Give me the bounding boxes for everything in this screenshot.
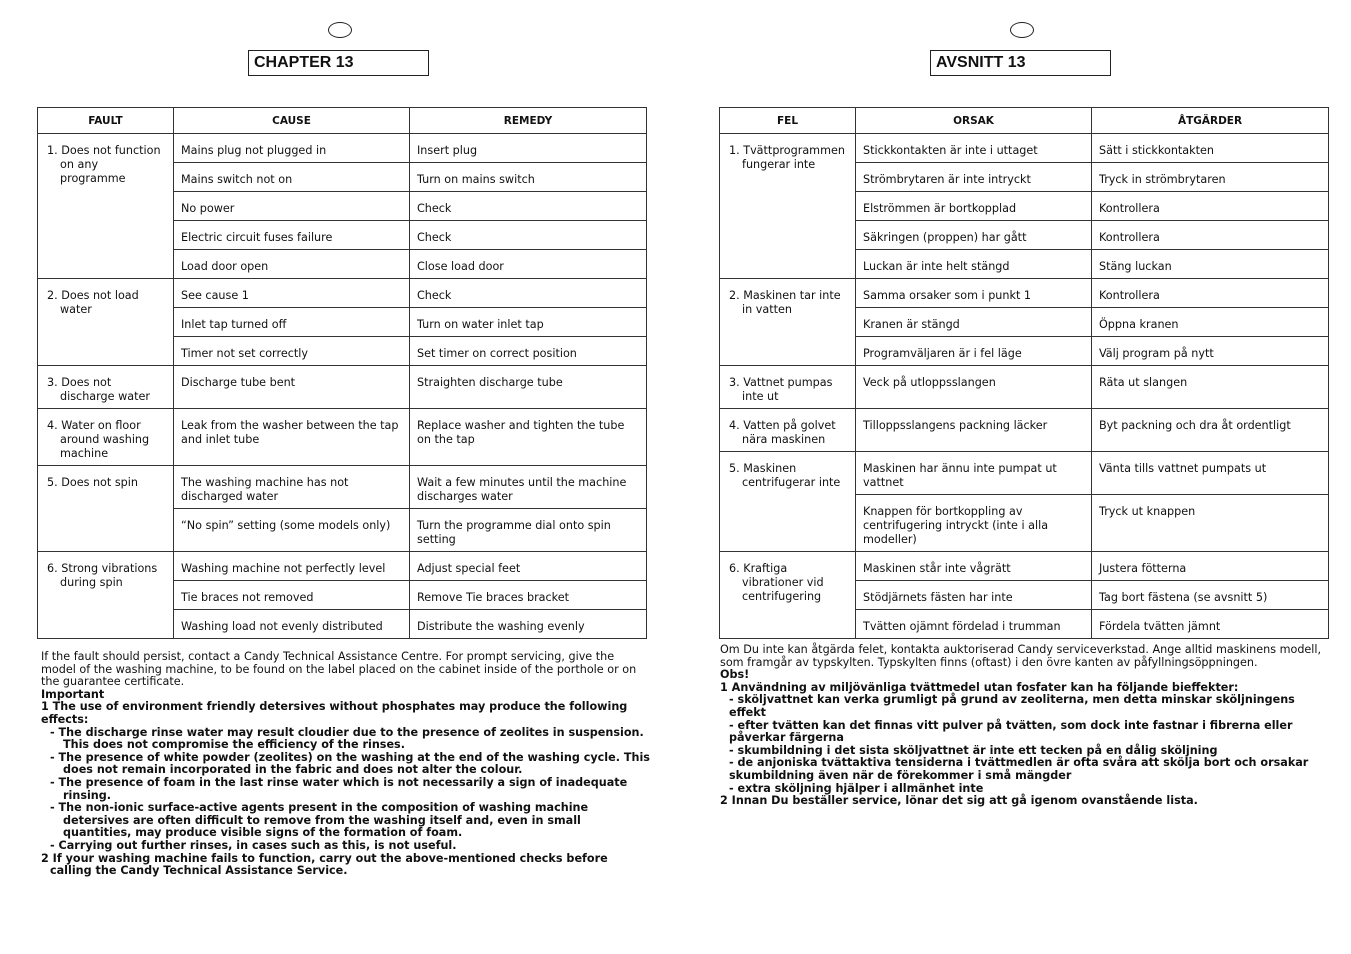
notes-section [41, 651, 651, 878]
fault-cell [720, 134, 856, 279]
cause-cell: Mains switch not on [174, 163, 410, 192]
header-cause: ORSAK [856, 108, 1092, 134]
cause-cell: No power [174, 192, 410, 221]
header-cause: CAUSE [174, 108, 410, 134]
remedy-cell: Vänta tills vattnet pumpats ut [1092, 452, 1329, 495]
remedy-cell: Stäng luckan [1092, 250, 1329, 279]
table-row [720, 134, 1329, 163]
chapter-title: CHAPTER 13 [248, 50, 429, 76]
cause-cell: Maskinen har ännu inte pumpat ut vattnet [856, 452, 1092, 495]
header-fault: FAULT [38, 108, 174, 134]
notes-point-1: 1 Användning av miljövänliga tvättmedel utan fosfater kan ha följande bieffekter: [720, 680, 1239, 694]
fault-text: 5. Maskinen centrifugerar inte [729, 462, 841, 489]
notes-important: Important [41, 687, 105, 701]
fault-text: 3. Vattnet pumpas inte ut [729, 376, 833, 403]
table-row [720, 452, 1329, 495]
cause-cell: Knappen för bortkoppling av centrifugering intryckt (inte i alla modeller) [856, 495, 1092, 552]
notes-bullet: - The presence of foam in the last rinse water which is not necessarily a sign of inadequate rinsing. [50, 775, 628, 802]
fault-text: 1. Tvättprogrammen fungerar inte [729, 144, 845, 171]
fault-cell [38, 409, 174, 466]
notes-bullet: - de anjoniska tvättaktiva tensiderna i tvättmedlen är ofta svåra att skölja bort och orsakar skumbildning även när de förekommer i små mängder [729, 756, 1309, 782]
table-row [38, 466, 647, 509]
notes-bullet: - sköljvattnet kan verka grumligt på grund av zeoliterna, men detta minskar sköljningens effekt [729, 693, 1295, 719]
remedy-cell: Distribute the washing evenly [410, 610, 647, 639]
cause-cell: Stickkontakten är inte i uttaget [856, 134, 1092, 163]
remedy-cell: Adjust special feet [410, 552, 647, 581]
notes-important: Obs! [720, 668, 750, 682]
cause-cell: Tie braces not removed [174, 581, 410, 610]
notes-bullet: - The discharge rinse water may result cloudier due to the presence of zeolites in suspension. This does not compromise the efficiency of the rinses. [50, 725, 644, 752]
remedy-cell: Öppna kranen [1092, 308, 1329, 337]
fault-cell [38, 466, 174, 552]
table-row [38, 366, 647, 409]
fault-cell [720, 452, 856, 552]
fault-cell [720, 366, 856, 409]
notes-bullet: - Carrying out further rinses, in cases such as this, is not useful. [50, 838, 457, 852]
cause-cell: Timer not set correctly [174, 337, 410, 366]
notes-intro: Om Du inte kan åtgärda felet, kontakta auktoriserad Candy serviceverkstad. Ange alltid maskinens modell, som framgår av typskylten. Typskylten finns (oftast) i den övre kanten av påfyllningsöppningen. [720, 643, 1322, 669]
cause-cell: Strömbrytaren är inte intryckt [856, 163, 1092, 192]
fault-text: 4. Vatten på golvet nära maskinen [729, 419, 836, 446]
remedy-cell: Turn the programme dial onto spin setting [410, 509, 647, 552]
table-row [720, 279, 1329, 308]
table-header-row [38, 108, 647, 134]
cause-cell: Inlet tap turned off [174, 308, 410, 337]
notes-point-2: 2 If your washing machine fails to function, carry out the above-mentioned checks before calling the Candy Technical Assistance Service. [41, 851, 608, 878]
notes-intro: If the fault should persist, contact a Candy Technical Assistance Centre. For prompt servicing, give the model of the washing machine, to be found on the label placed on the cabinet inside of the porthole or on the guarantee certificate. [41, 650, 637, 689]
language-oval-sv [1010, 22, 1034, 38]
notes-bullet: - skumbildning i det sista sköljvattnet är inte ett tecken på en dålig sköljning [729, 743, 1218, 757]
notes-section [720, 644, 1330, 808]
fault-cell [38, 279, 174, 366]
table-row [720, 409, 1329, 452]
table-row [38, 134, 647, 163]
cause-cell: Stödjärnets fästen har inte [856, 581, 1092, 610]
header-fault: FEL [720, 108, 856, 134]
cause-cell: Veck på utloppsslangen [856, 366, 1092, 409]
fault-text: 6. Strong vibrations during spin [47, 562, 158, 589]
cause-cell: “No spin” setting (some models only) [174, 509, 410, 552]
notes-bullet: - The presence of white powder (zeolites) on the washing at the end of the washing cycle. This does not remain incorporated in the fabric and does not alter the colour. [50, 750, 650, 777]
remedy-cell: Fördela tvätten jämnt [1092, 610, 1329, 639]
remedy-cell: Tag bort fästena (se avsnitt 5) [1092, 581, 1329, 610]
header-remedy: ÅTGÄRDER [1092, 108, 1329, 134]
cause-cell: Samma orsaker som i punkt 1 [856, 279, 1092, 308]
remedy-cell: Byt packning och dra åt ordentligt [1092, 409, 1329, 452]
header-remedy: REMEDY [410, 108, 647, 134]
language-oval-en [328, 22, 352, 38]
cause-cell: Säkringen (proppen) har gått [856, 221, 1092, 250]
table-row [38, 552, 647, 581]
cause-cell: Mains plug not plugged in [174, 134, 410, 163]
remedy-cell: Insert plug [410, 134, 647, 163]
remedy-cell: Check [410, 221, 647, 250]
fault-cell [720, 279, 856, 366]
remedy-cell: Räta ut slangen [1092, 366, 1329, 409]
remedy-cell: Kontrollera [1092, 221, 1329, 250]
cause-cell: Washing machine not perfectly level [174, 552, 410, 581]
table-row [720, 552, 1329, 581]
remedy-cell: Wait a few minutes until the machine discharges water [410, 466, 647, 509]
cause-cell: Maskinen står inte vågrätt [856, 552, 1092, 581]
remedy-cell: Kontrollera [1092, 192, 1329, 221]
table-row [38, 279, 647, 308]
remedy-cell: Kontrollera [1092, 279, 1329, 308]
fault-cell [38, 366, 174, 409]
cause-cell: Programväljaren är i fel läge [856, 337, 1092, 366]
cause-cell: Tvätten ojämnt fördelad i trumman [856, 610, 1092, 639]
fault-cell [38, 552, 174, 639]
fault-cell [38, 134, 174, 279]
remedy-cell: Tryck in strömbrytaren [1092, 163, 1329, 192]
cause-cell: Elströmmen är bortkopplad [856, 192, 1092, 221]
notes-bullet: - efter tvätten kan det finnas vitt pulver på tvätten, som dock inte fastnar i fibrerna eller påverkar färgerna [729, 718, 1293, 745]
remedy-cell: Justera fötterna [1092, 552, 1329, 581]
troubleshooting-table [37, 107, 647, 639]
cause-cell: Washing load not evenly distributed [174, 610, 410, 639]
remedy-cell: Sätt i stickkontakten [1092, 134, 1329, 163]
remedy-cell: Check [410, 192, 647, 221]
cause-cell: The washing machine has not discharged water [174, 466, 410, 509]
fault-text: 2. Maskinen tar inte in vatten [729, 289, 841, 316]
notes-point-1: 1 The use of environment friendly detersives without phosphates may produce the following effects: [41, 700, 628, 726]
remedy-cell: Check [410, 279, 647, 308]
remedy-cell: Close load door [410, 250, 647, 279]
fault-cell [720, 552, 856, 639]
remedy-cell: Remove Tie braces bracket [410, 581, 647, 610]
cause-cell: Leak from the washer between the tap and inlet tube [174, 409, 410, 466]
remedy-cell: Turn on mains switch [410, 163, 647, 192]
fault-text: 4. Water on floor around washing machine [47, 419, 150, 460]
remedy-cell: Tryck ut knappen [1092, 495, 1329, 552]
table-row [38, 409, 647, 466]
fault-text: 3. Does not discharge water [47, 376, 150, 403]
cause-cell: Tilloppsslangens packning läcker [856, 409, 1092, 452]
notes-bullet: - extra sköljning hjälper i allmänhet inte [729, 781, 984, 795]
remedy-cell: Välj program på nytt [1092, 337, 1329, 366]
cause-cell: Discharge tube bent [174, 366, 410, 409]
troubleshooting-table [719, 107, 1329, 639]
table-header-row [720, 108, 1329, 134]
fault-text: 1. Does not function on any programme [47, 144, 161, 185]
notes-bullet: - The non-ionic surface-active agents present in the composition of washing machine detersives are often difficult to remove from the washing itself and, even in small quantities, may produce visible signs of the formation of foam. [50, 801, 589, 840]
notes-point-2: 2 Innan Du beställer service, lönar det sig att gå igenom ovanstående lista. [720, 794, 1198, 808]
remedy-cell: Turn on water inlet tap [410, 308, 647, 337]
cause-cell: Luckan är inte helt stängd [856, 250, 1092, 279]
cause-cell: Kranen är stängd [856, 308, 1092, 337]
remedy-cell: Straighten discharge tube [410, 366, 647, 409]
remedy-cell: Set timer on correct position [410, 337, 647, 366]
cause-cell: See cause 1 [174, 279, 410, 308]
fault-text: 5. Does not spin [47, 476, 138, 489]
fault-cell [720, 409, 856, 452]
cause-cell: Electric circuit fuses failure [174, 221, 410, 250]
cause-cell: Load door open [174, 250, 410, 279]
chapter-title: AVSNITT 13 [930, 50, 1111, 76]
table-row [720, 366, 1329, 409]
fault-text: 2. Does not load water [47, 289, 139, 316]
fault-text: 6. Kraftiga vibrationer vid centrifugering [729, 562, 824, 603]
remedy-cell: Replace washer and tighten the tube on the tap [410, 409, 647, 466]
